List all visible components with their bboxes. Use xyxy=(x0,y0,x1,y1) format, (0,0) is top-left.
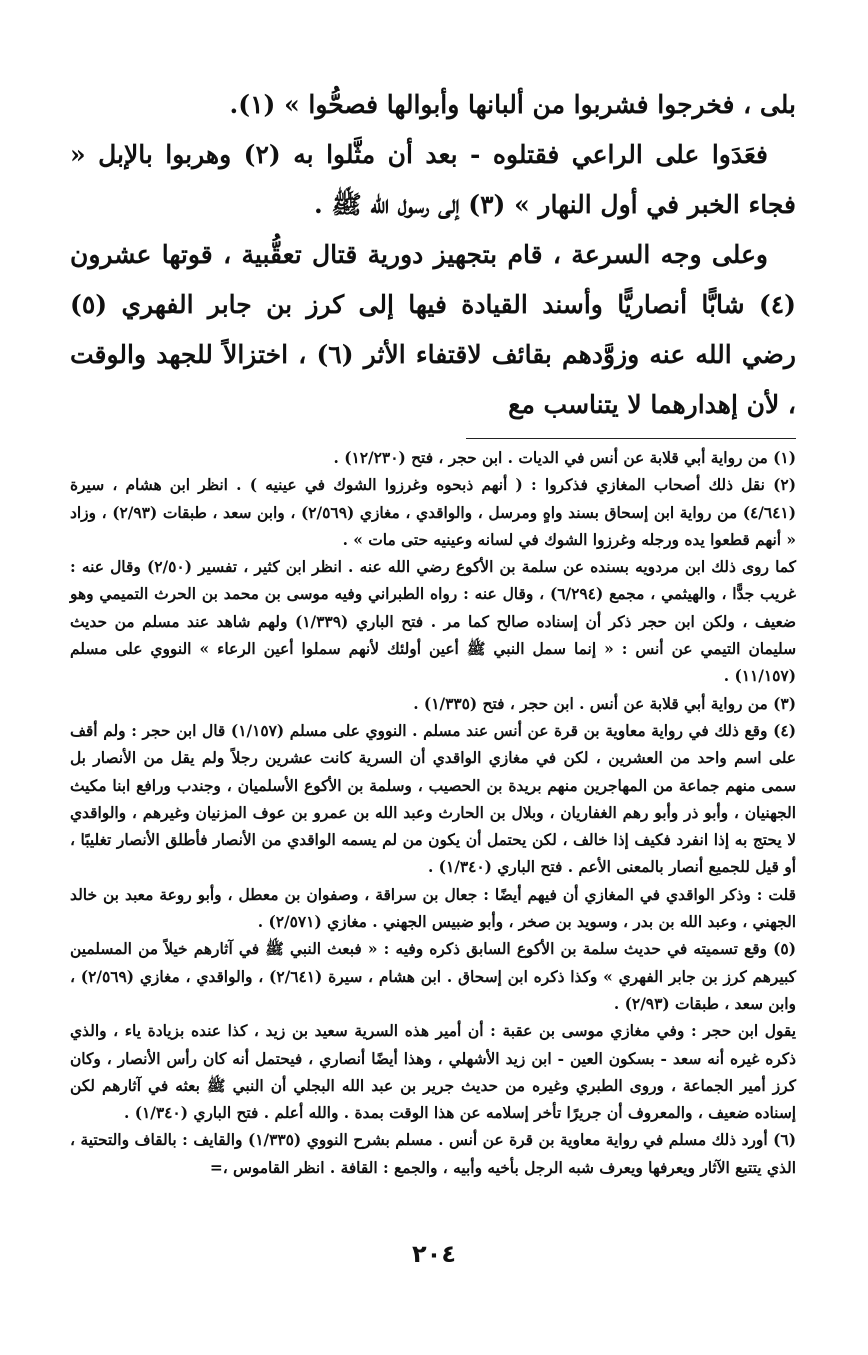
footnote-3: (٣) من رواية أبي قلابة عن أنس . ابن حجر ، فتح (١/٣٣٥) . xyxy=(413,694,796,713)
footnote-4: (٤) وقع ذلك في رواية معاوية بن قرة عن أنس عند مسلم . النووي على مسلم (١/١٥٧) قال ابن حجر : ولم أقف على اسم واحد من العشرين ، لكن في مغازي الواقدي أن السرية كانت عشرين رجلاً ولم يقل من الأنصار بل سمى منهم جماعة من المهاجرين منهم بريدة بن الحصيب ، وسلمة بن الأكوع الأسلميان ، وجندب ورافع ابنا مكيث الجهنيان ، وأبو ذر وأبو رهم الغفاريان ، وبلال بن الحارث وعبد الله بن عمرو بن عوف المزنيان وغيرهم ، والواقدي لا يحتج به إذا انفرد فكيف إذا خالف ، لكن يحتمل أن يكون من لم يسمه الواقدي من الأنصار فأطلق الأنصار تغليبًا ، أو قيل للجميع أنصار بالمعنى الأعم . فتح الباري (١/٣٤٠) . xyxy=(70,721,796,877)
main-text xyxy=(70,80,796,430)
footnote-5-continued: يقول ابن حجر : وفي مغازي موسى بن عقبة : أن أمير هذه السرية سعيد بن زيد ، كذا عنده بزيادة ياء ، والذي ذكره غيره أنه سعد - بسكون العين - ابن زيد الأشهلي ، وهذا أيضًا أنصاري ، فيحتمل أنه كان رأس الأنصار ، وكان كرز أمير الجماعة ، وروى الطبري وغيره من حديث جرير بن عبد الله البجلي أن النبي ﷺ بعثه في آثارهم لكن إسناده ضعيف ، والمعروف أن جريرًا تأخر إسلامه عن هذا الوقت بمدة . والله أعلم . فتح الباري (١/٣٤٠) . xyxy=(70,1022,796,1123)
main-paragraph-1: بلى ، فخرجوا فشربوا من ألبانها وأبوالها فصحُّوا » (١). xyxy=(229,90,796,119)
footnote-2: (٢) نقل ذلك أصحاب المغازي فذكروا : ( أنهم ذبحوه وغرزوا الشوك في عينيه ) . انظر ابن هشام ، سيرة (٤/٦٤١) من رواية ابن إسحاق بسند واهٍ ومرسل ، والواقدي ، مغازي (٢/٥٦٩) ، وابن سعد ، طبقات (٢/٩٣) ، وزاد « أنهم قطعوا يده ورجله وغرزوا الشوك في لسانه وعينيه حتى مات » . xyxy=(70,476,796,549)
footnote-5: (٥) وقع تسميته في حديث سلمة بن الأكوع السابق ذكره وفيه : « فبعث النبي ﷺ في آثارهم خيلاً من المسلمين كبيرهم كرز بن جابر الفهري » وكذا ذكره ابن إسحاق . ابن هشام ، سيرة (٢/٦٤١) ، والواقدي ، مغازي (٢/٥٦٩) ، وابن سعد ، طبقات (٢/٩٣) . xyxy=(70,940,797,1013)
footnote-2-continued: كما روى ذلك ابن مردويه بسنده عن سلمة بن الأكوع رضي الله عنه . انظر ابن كثير ، تفسير (٢/٥٠) وقال عنه : غريب جدًّا ، والهيثمي ، مجمع (٦/٢٩٤) ، وقال عنه : رواه الطبراني وفيه موسى بن محمد بن الحرث التميمي وهو ضعيف ، ولكن ابن حجر ذكر أن إسناده صالح كما مر . فتح الباري (١/٣٣٩) ولهم شاهد عند مسلم من حديث سليمان التيمي عن أنس : « إنما سمل النبي ﷺ أعين أولئك لأنهم سملوا أعين الرعاء » النووي على مسلم (١١/١٥٧) . xyxy=(70,558,797,686)
main-paragraph-3: وعلى وجه السرعة ، قام بتجهيز دورية قتال تعقُّبية ، قوتها عشرون (٤) شابًّا أنصاريًّا وأسند القيادة فيها إلى كرز بن جابر الفهري (٥) رضي الله عنه وزوَّدهم بقائف لاقتفاء الأثر (٦) ، اختزالاً للجهد والوقت ، لأن إهدارهما لا يتناسب مع xyxy=(70,240,796,419)
footnotes xyxy=(70,445,796,1182)
page-number: ٢٠٤ xyxy=(412,1240,456,1268)
footnote-4-continued: قلت : وذكر الواقدي في المغازي أن فيهم أيضًا : جعال بن سراقة ، وصفوان بن معطل ، وأبو روعة معبد بن خالد الجهني ، وعبد الله بن بدر ، وسويد بن صخر ، وأبو ضبيس الجهني . مغازي (٢/٥٧١) . xyxy=(70,885,796,932)
main-paragraph-2: فعَدَوا على الراعي فقتلوه - بعد أن مثَّلوا به (٢) وهربوا بالإبل « فجاء الخبر في أول النهار » (٣) إلى رسول الله ﷺ . xyxy=(70,140,796,219)
footnote-1: (١) من رواية أبي قلابة عن أنس في الديات . ابن حجر ، فتح (١٢/٢٣٠) . xyxy=(333,449,796,467)
footnote-divider xyxy=(466,438,796,439)
footnote-6: (٦) أورد ذلك مسلم في رواية معاوية بن قرة عن أنس . مسلم بشرح النووي (١/٣٣٥) والقايف : بالقاف والتحتية ، الذي يتتبع الآثار ويعرفها ويعرف شبه الرجل بأخيه وأبيه ، والجمع : القافة . انظر القاموس ،= xyxy=(70,1131,796,1177)
book-page xyxy=(70,80,796,1182)
